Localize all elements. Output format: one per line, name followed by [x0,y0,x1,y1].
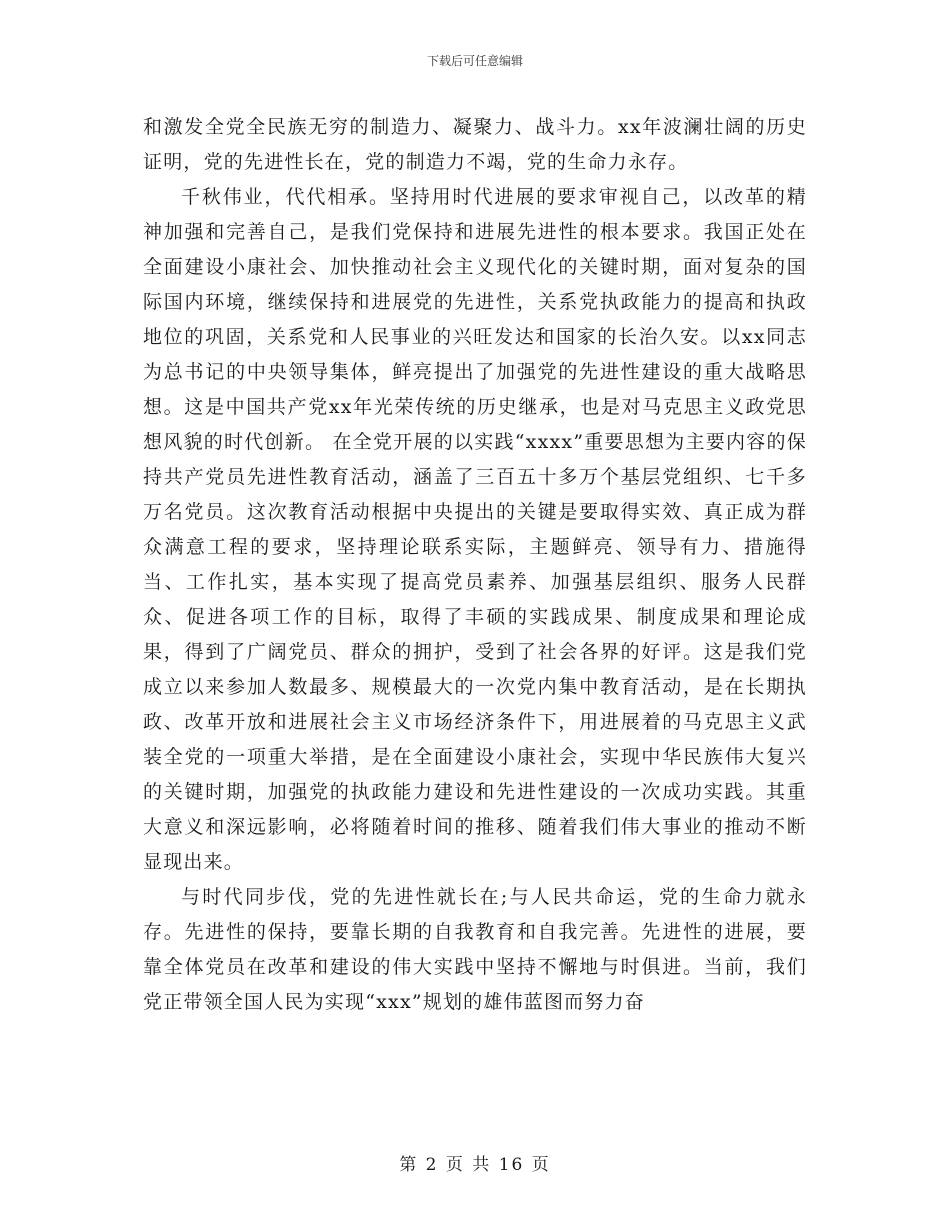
paragraph-continuation: 和激发全党全民族无穷的制造力、凝聚力、战斗力。xx年波澜壮阔的历史证明，党的先进性长在，党的制造力不竭，党的生命力永存。 [143,116,807,173]
paragraph: 千秋伟业，代代相承。坚持用时代进展的要求审视自己，以改革的精神加强和完善自己，是我们党保持和进展先进性的根本要求。我国正处在全面建设小康社会、加快推动社会主义现代化的关键时期，面对复杂的国际国内环境，继续保持和进展党的先进性，关系党执政能力的提高和执政地位的巩固，关系党和人民事业的兴旺发达和国家的长治久安。以xx同志为总书记的中央领导集体，鲜亮提出了加强党的先进性建设的重大战略思想。这是中国共产党xx年光荣传统的历史继承，也是对马克思主义政党思想风貌的时代创新。 在全党开展的以实践“xxxx”重要思想为主要内容的保持共产党员先进性教育活动，涵盖了三百五十多万个基层党组织、七千多万名党员。这次教育活动根据中央提出的关键是要取得实效、真正成为群众满意工程的要求，坚持理论联系实际，主题鲜亮、领导有力、措施得当、工作扎实，基本实现了提高党员素养、加强基层组织、服务人民群众、促进各项工作的目标，取得了丰硕的实践成果、制度成果和理论成果，得到了广阔党员、群众的拥护，受到了社会各界的好评。这是我们党成立以来参加人数最多、规模最大的一次党内集中教育活动，是在长期执政、改革开放和进展社会主义市场经济条件下，用进展着的马克思主义武装全党的一项重大举措，是在全面建设小康社会，实现中华民族伟大复兴的关键时期，加强党的执政能力建设和先进性建设的一次成功实践。其重大意义和深远影响，必将随着时间的推移、随着我们伟大事业的推动不断显现出来。 [143,186,807,873]
document-body [143,110,807,1020]
page-footer: 第 2 页 共 16 页 [399,1155,551,1175]
page-header: 下载后可任意编辑 [426,54,523,68]
paragraph: 与时代同步伐，党的先进性就长在;与人民共命运，党的生命力就永存。先进性的保持，要靠长期的自我教育和自我完善。先进性的进展，要靠全体党员在改革和建设的伟大实践中坚持不懈地与时俱进。当前，我们党正带领全国人民为实现“xxx”规划的雄伟蓝图而努力奋 [143,886,807,1013]
